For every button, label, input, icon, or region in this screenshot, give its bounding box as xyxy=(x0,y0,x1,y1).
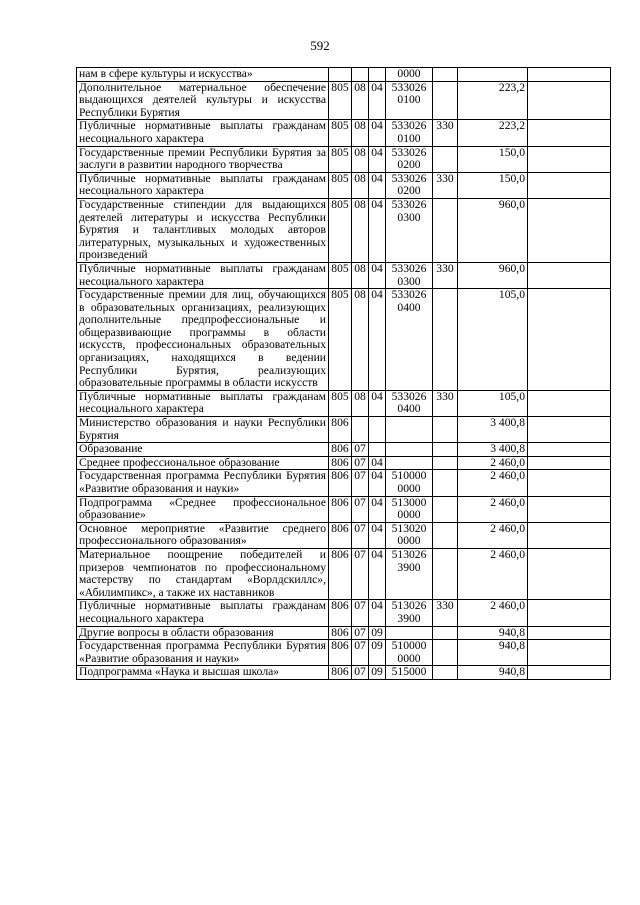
row-section-cell xyxy=(352,417,369,443)
row-grbs-cell: 806 xyxy=(329,417,352,443)
row-empty-cell xyxy=(528,548,611,599)
row-section-cell: 07 xyxy=(352,600,369,626)
row-amount-cell: 960,0 xyxy=(458,262,528,288)
row-target-article-cell: 533026 0300 xyxy=(386,198,433,262)
row-subsection-cell xyxy=(369,443,386,457)
row-amount-cell: 105,0 xyxy=(458,289,528,391)
table-row xyxy=(77,146,611,172)
row-subsection-cell: 04 xyxy=(369,81,386,120)
row-empty-cell xyxy=(528,666,611,680)
row-target-article-cell: 513020 0000 xyxy=(386,522,433,548)
row-amount-cell: 3 400,8 xyxy=(458,443,528,457)
row-section-cell: 07 xyxy=(352,470,369,496)
row-empty-cell xyxy=(528,81,611,120)
row-empty-cell xyxy=(528,146,611,172)
table-row xyxy=(77,470,611,496)
row-name-cell: Государственная программа Республики Бурятия «Развитие образования и науки» xyxy=(77,640,329,666)
row-target-article-cell xyxy=(386,417,433,443)
row-amount-cell: 223,2 xyxy=(458,81,528,120)
table-row xyxy=(77,120,611,146)
row-amount-cell: 2 460,0 xyxy=(458,496,528,522)
row-amount-cell: 2 460,0 xyxy=(458,470,528,496)
row-grbs-cell: 805 xyxy=(329,198,352,262)
row-target-article-cell: 510000 0000 xyxy=(386,470,433,496)
row-grbs-cell: 806 xyxy=(329,626,352,640)
table-row xyxy=(77,289,611,391)
row-name-cell: Основное мероприятие «Развитие среднего профессионального образования» xyxy=(77,522,329,548)
row-target-article-cell xyxy=(386,456,433,470)
row-amount-cell: 940,8 xyxy=(458,666,528,680)
row-expense-type-cell xyxy=(433,289,458,391)
row-name-cell: Среднее профессиональное образование xyxy=(77,456,329,470)
row-subsection-cell: 04 xyxy=(369,262,386,288)
row-section-cell: 07 xyxy=(352,666,369,680)
row-target-article-cell: 533026 0400 xyxy=(386,289,433,391)
row-name-cell: нам в сфере культуры и искусства» xyxy=(77,68,329,82)
row-subsection-cell: 04 xyxy=(369,548,386,599)
row-empty-cell xyxy=(528,120,611,146)
row-section-cell: 08 xyxy=(352,262,369,288)
row-amount-cell: 940,8 xyxy=(458,626,528,640)
row-empty-cell xyxy=(528,600,611,626)
row-name-cell: Государственные премии для лиц, обучающихся в образовательных организациях, реализующих дополнительные предпрофессиональные и общеразвивающие программы в области искусств, профессиональных образовательных организациях, находящихся в ведении Республики Бурятия, реализующих образовательные программы в области искусств xyxy=(77,289,329,391)
row-empty-cell xyxy=(528,522,611,548)
row-empty-cell xyxy=(528,198,611,262)
row-amount-cell: 940,8 xyxy=(458,640,528,666)
row-target-article-cell: 533026 0200 xyxy=(386,146,433,172)
row-grbs-cell: 806 xyxy=(329,548,352,599)
row-subsection-cell: 04 xyxy=(369,289,386,391)
row-expense-type-cell: 330 xyxy=(433,262,458,288)
row-expense-type-cell xyxy=(433,417,458,443)
row-target-article-cell: 533026 0400 xyxy=(386,390,433,416)
row-expense-type-cell: 330 xyxy=(433,600,458,626)
row-name-cell: Материальное поощрение победителей и призеров чемпионатов по профессиональному мастерству по стандартам «Ворлдскиллс», «Абилимпикс», а также их наставников xyxy=(77,548,329,599)
row-expense-type-cell: 330 xyxy=(433,120,458,146)
row-target-article-cell: 533026 0100 xyxy=(386,120,433,146)
row-section-cell: 07 xyxy=(352,496,369,522)
row-section-cell: 07 xyxy=(352,522,369,548)
row-grbs-cell: 805 xyxy=(329,146,352,172)
row-expense-type-cell: 330 xyxy=(433,390,458,416)
row-grbs-cell: 805 xyxy=(329,120,352,146)
row-section-cell: 07 xyxy=(352,548,369,599)
row-empty-cell xyxy=(528,172,611,198)
row-target-article-cell xyxy=(386,443,433,457)
row-target-article-cell: 533026 0200 xyxy=(386,172,433,198)
row-empty-cell xyxy=(528,496,611,522)
table-row xyxy=(77,666,611,680)
row-name-cell: Подпрограмма «Наука и высшая школа» xyxy=(77,666,329,680)
row-grbs-cell: 806 xyxy=(329,456,352,470)
table-row xyxy=(77,81,611,120)
row-subsection-cell: 09 xyxy=(369,640,386,666)
row-expense-type-cell xyxy=(433,666,458,680)
row-grbs-cell: 806 xyxy=(329,666,352,680)
row-section-cell: 08 xyxy=(352,81,369,120)
row-subsection-cell: 04 xyxy=(369,120,386,146)
table-row xyxy=(77,68,611,82)
row-expense-type-cell xyxy=(433,470,458,496)
row-subsection-cell: 04 xyxy=(369,456,386,470)
table-row xyxy=(77,456,611,470)
row-name-cell: Государственная программа Республики Бурятия «Развитие образования и науки» xyxy=(77,470,329,496)
row-amount-cell xyxy=(458,68,528,82)
row-section-cell: 07 xyxy=(352,640,369,666)
row-name-cell: Публичные нормативные выплаты гражданам несоциального характера xyxy=(77,262,329,288)
row-subsection-cell: 04 xyxy=(369,146,386,172)
row-name-cell: Дополнительное материальное обеспечение выдающихся деятелей культуры и искусства Республики Бурятия xyxy=(77,81,329,120)
row-target-article-cell: 510000 0000 xyxy=(386,640,433,666)
row-grbs-cell: 806 xyxy=(329,522,352,548)
row-target-article-cell: 533026 0100 xyxy=(386,81,433,120)
table-row xyxy=(77,172,611,198)
table-row xyxy=(77,390,611,416)
row-name-cell: Публичные нормативные выплаты гражданам несоциального характера xyxy=(77,390,329,416)
row-section-cell: 08 xyxy=(352,146,369,172)
row-empty-cell xyxy=(528,417,611,443)
table-row xyxy=(77,262,611,288)
row-subsection-cell: 04 xyxy=(369,600,386,626)
row-section-cell: 07 xyxy=(352,443,369,457)
row-subsection-cell: 04 xyxy=(369,470,386,496)
row-expense-type-cell xyxy=(433,548,458,599)
row-amount-cell: 2 460,0 xyxy=(458,456,528,470)
row-expense-type-cell xyxy=(433,68,458,82)
row-amount-cell: 960,0 xyxy=(458,198,528,262)
row-empty-cell xyxy=(528,470,611,496)
row-target-article-cell: 515000 xyxy=(386,666,433,680)
row-grbs-cell: 805 xyxy=(329,172,352,198)
row-empty-cell xyxy=(528,626,611,640)
row-grbs-cell: 806 xyxy=(329,443,352,457)
row-grbs-cell: 805 xyxy=(329,262,352,288)
row-section-cell: 08 xyxy=(352,120,369,146)
row-name-cell: Публичные нормативные выплаты гражданам несоциального характера xyxy=(77,120,329,146)
row-empty-cell xyxy=(528,289,611,391)
row-empty-cell xyxy=(528,390,611,416)
row-target-article-cell: 0000 xyxy=(386,68,433,82)
table-row xyxy=(77,198,611,262)
row-section-cell: 08 xyxy=(352,289,369,391)
row-name-cell: Публичные нормативные выплаты гражданам несоциального характера xyxy=(77,600,329,626)
row-target-article-cell: 533026 0300 xyxy=(386,262,433,288)
page-number: 592 xyxy=(310,38,330,53)
row-subsection-cell xyxy=(369,417,386,443)
row-empty-cell xyxy=(528,68,611,82)
row-empty-cell xyxy=(528,640,611,666)
row-target-article-cell: 513000 0000 xyxy=(386,496,433,522)
row-expense-type-cell xyxy=(433,146,458,172)
row-expense-type-cell xyxy=(433,496,458,522)
row-subsection-cell: 09 xyxy=(369,666,386,680)
row-grbs-cell: 806 xyxy=(329,470,352,496)
row-amount-cell: 2 460,0 xyxy=(458,600,528,626)
row-amount-cell: 3 400,8 xyxy=(458,417,528,443)
table-row xyxy=(77,626,611,640)
row-target-article-cell xyxy=(386,626,433,640)
row-section-cell xyxy=(352,68,369,82)
row-grbs-cell: 806 xyxy=(329,600,352,626)
row-grbs-cell: 805 xyxy=(329,390,352,416)
row-target-article-cell: 513026 3900 xyxy=(386,548,433,599)
row-name-cell: Публичные нормативные выплаты гражданам несоциального характера xyxy=(77,172,329,198)
row-subsection-cell: 04 xyxy=(369,172,386,198)
row-expense-type-cell xyxy=(433,198,458,262)
table-row xyxy=(77,600,611,626)
row-amount-cell: 150,0 xyxy=(458,146,528,172)
row-expense-type-cell xyxy=(433,640,458,666)
row-subsection-cell: 09 xyxy=(369,626,386,640)
row-amount-cell: 2 460,0 xyxy=(458,522,528,548)
row-amount-cell: 223,2 xyxy=(458,120,528,146)
row-subsection-cell: 04 xyxy=(369,198,386,262)
row-subsection-cell: 04 xyxy=(369,390,386,416)
row-section-cell: 07 xyxy=(352,456,369,470)
row-name-cell: Образование xyxy=(77,443,329,457)
row-grbs-cell: 806 xyxy=(329,640,352,666)
table-row xyxy=(77,522,611,548)
row-expense-type-cell: 330 xyxy=(433,172,458,198)
row-expense-type-cell xyxy=(433,443,458,457)
row-grbs-cell: 806 xyxy=(329,496,352,522)
row-subsection-cell: 04 xyxy=(369,522,386,548)
row-subsection-cell: 04 xyxy=(369,496,386,522)
row-section-cell: 08 xyxy=(352,390,369,416)
table-row xyxy=(77,417,611,443)
row-empty-cell xyxy=(528,456,611,470)
row-amount-cell: 2 460,0 xyxy=(458,548,528,599)
row-subsection-cell xyxy=(369,68,386,82)
row-expense-type-cell xyxy=(433,522,458,548)
row-expense-type-cell xyxy=(433,626,458,640)
row-name-cell: Государственные стипендии для выдающихся деятелей литературы и искусства Республики Бурятия и талантливых молодых авторов литературных, музыкальных и художественных произведений xyxy=(77,198,329,262)
budget-table xyxy=(76,67,611,680)
row-section-cell: 08 xyxy=(352,172,369,198)
row-target-article-cell: 513026 3900 xyxy=(386,600,433,626)
row-name-cell: Министерство образования и науки Республики Бурятия xyxy=(77,417,329,443)
table-row xyxy=(77,548,611,599)
row-grbs-cell xyxy=(329,68,352,82)
row-amount-cell: 105,0 xyxy=(458,390,528,416)
row-section-cell: 07 xyxy=(352,626,369,640)
row-section-cell: 08 xyxy=(352,198,369,262)
row-empty-cell xyxy=(528,262,611,288)
row-grbs-cell: 805 xyxy=(329,81,352,120)
row-name-cell: Подпрограмма «Среднее профессиональное образование» xyxy=(77,496,329,522)
row-name-cell: Другие вопросы в области образования xyxy=(77,626,329,640)
row-empty-cell xyxy=(528,443,611,457)
table-row xyxy=(77,640,611,666)
row-expense-type-cell xyxy=(433,456,458,470)
row-grbs-cell: 805 xyxy=(329,289,352,391)
table-row xyxy=(77,496,611,522)
table-row xyxy=(77,443,611,457)
row-amount-cell: 150,0 xyxy=(458,172,528,198)
row-name-cell: Государственные премии Республики Бурятия за заслуги в развитии народного творчества xyxy=(77,146,329,172)
row-expense-type-cell xyxy=(433,81,458,120)
